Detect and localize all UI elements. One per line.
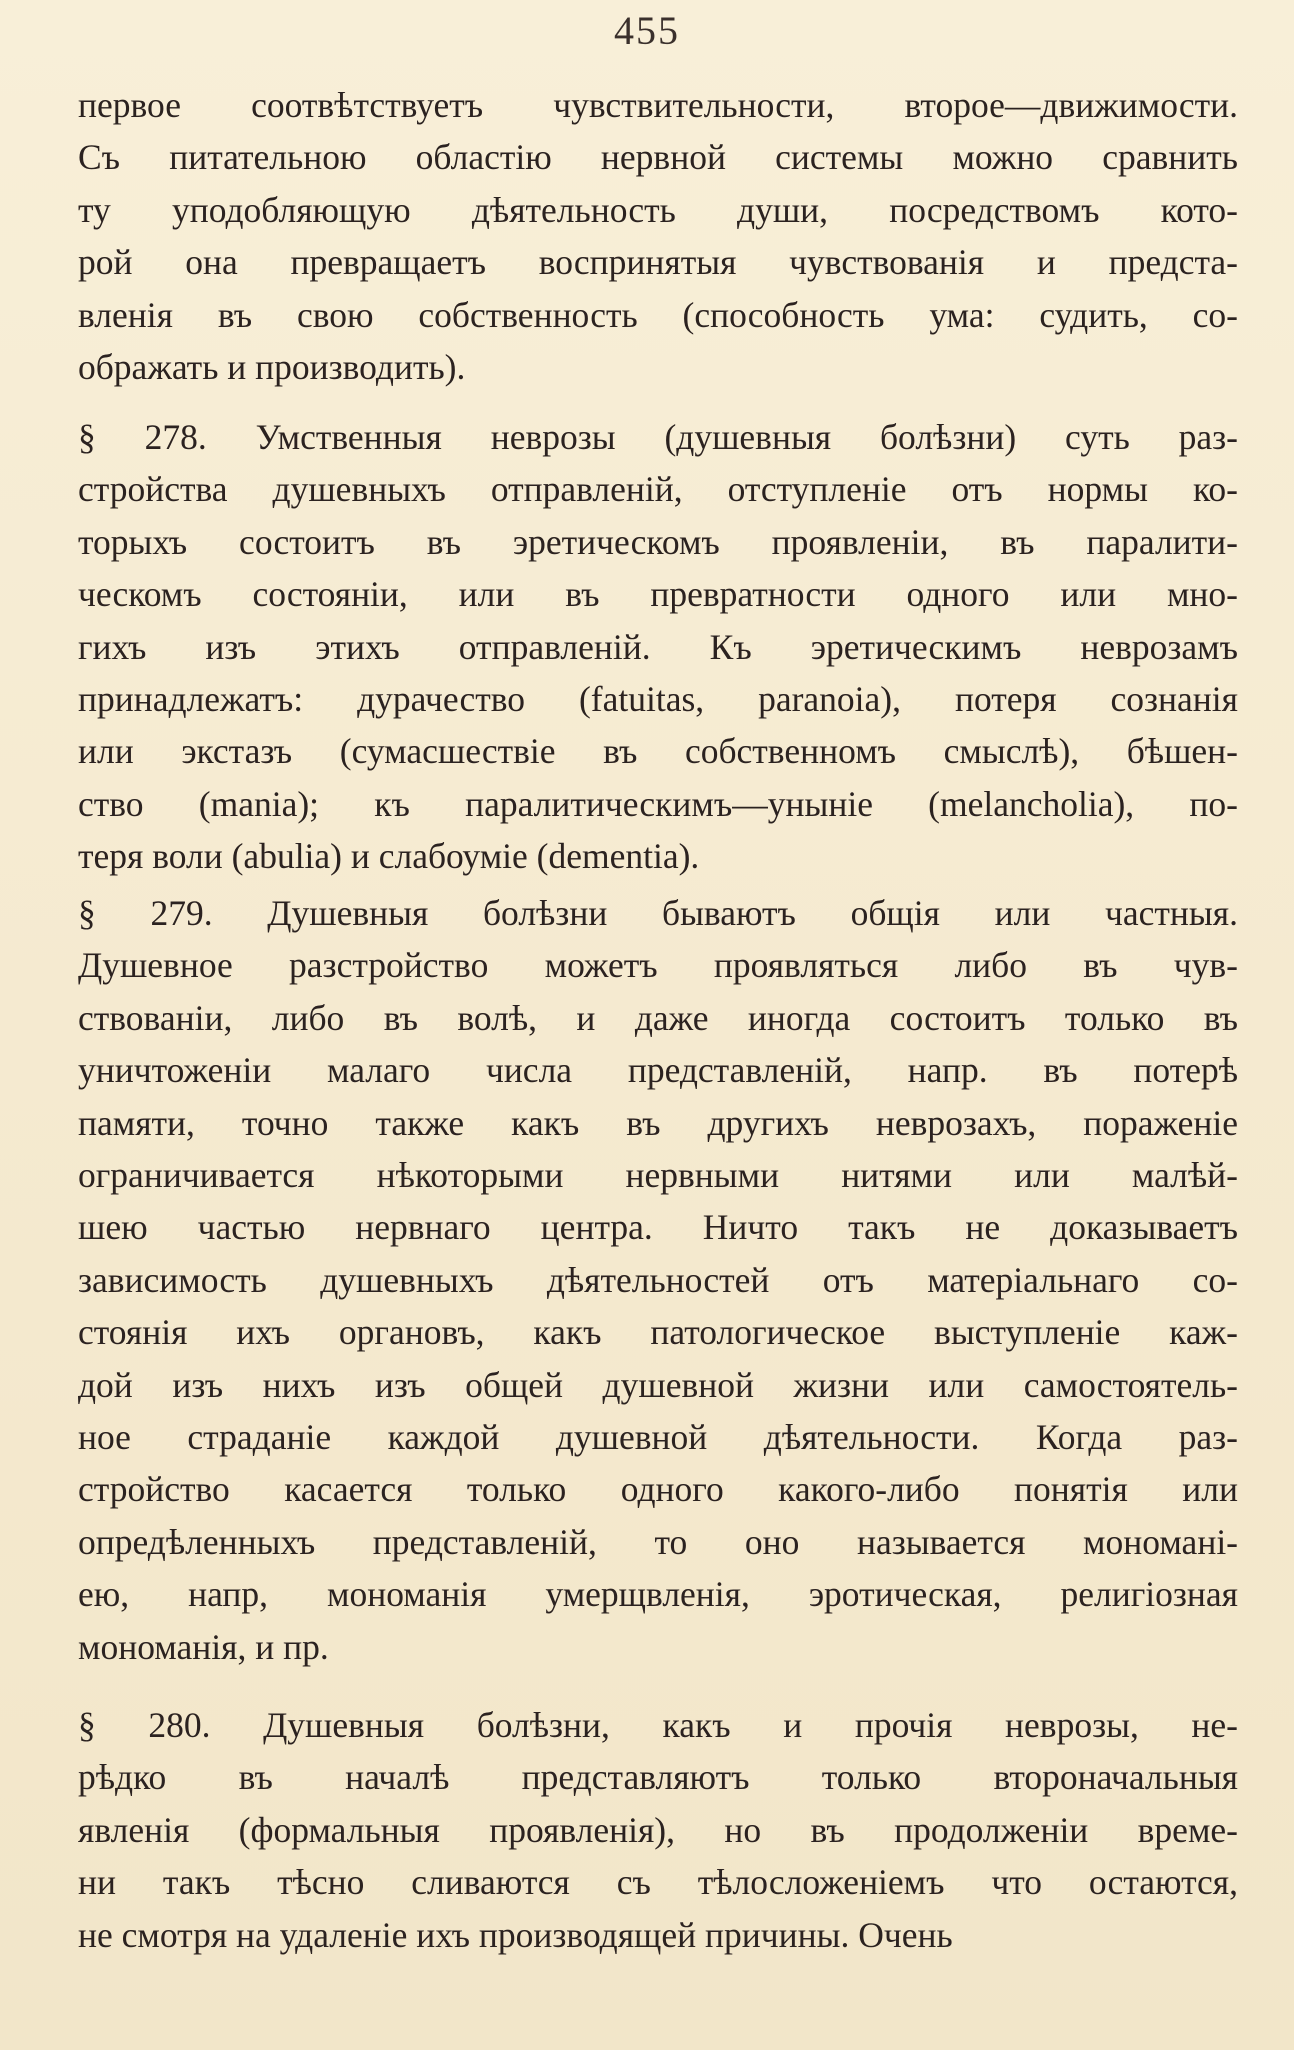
- text-line: Съ питательною областію нервной системы можно сравнить: [78, 137, 1238, 178]
- text-line: стройство касается только одного какого-либо понятія или: [78, 1469, 1238, 1510]
- text-line: § 279. Душевныя болѣзни бываютъ общія или частныя.: [78, 893, 1238, 933]
- text-line: мономанія, и пр.: [78, 1626, 329, 1667]
- text-line: § 280. Душевныя болѣзни, какъ и прочія неврозы, не-: [78, 1705, 1238, 1745]
- text-line: ни такъ тѣсно сливаются съ тѣлосложеніемъ что остаются,: [78, 1862, 1238, 1903]
- paragraph-279: [78, 887, 1238, 1673]
- text-line: принадлежатъ: дурачество (fatuitas, paranoia), потеря сознанія: [78, 679, 1238, 720]
- text-line: гихъ изъ этихъ отправленій. Къ эретическимъ неврозамъ: [78, 626, 1238, 667]
- text-line: теря воли (abulia) и слабоуміе (dementia).: [78, 836, 700, 877]
- text-line: уничтоженіи малаго числа представленій, напр. въ потерѣ: [78, 1050, 1238, 1091]
- text-line: памяти, точно также какъ въ другихъ неврозахъ, пораженіе: [78, 1102, 1238, 1143]
- paragraph-278: [78, 411, 1238, 883]
- text-line: ное страданіе каждой душевной дѣятельности. Когда раз-: [78, 1417, 1238, 1458]
- text-line: торыхъ состоитъ въ эретическомъ проявленіи, въ паралити-: [78, 521, 1238, 562]
- text-line: стоянія ихъ органовъ, какъ патологическое выступленіе каж-: [78, 1312, 1238, 1353]
- text-line: ту уподобляющую дѣятельность души, посредствомъ кото-: [78, 189, 1238, 230]
- text-line: ею, напр, мономанія умерщвленія, эротическая, религіозная: [78, 1574, 1238, 1615]
- text-line: ство (mania); къ паралитическимъ—уныніе (melancholia), по-: [78, 783, 1238, 824]
- text-line: или экстазъ (сумасшествіе въ собственномъ смыслѣ), бѣшен-: [78, 731, 1238, 772]
- text-line: не смотря на удаленіе ихъ производящей причины. Очень: [78, 1914, 953, 1955]
- page-number: 455: [614, 8, 680, 53]
- text-line: дой изъ нихъ изъ общей душевной жизни или самостоятель-: [78, 1364, 1238, 1405]
- text-line: рѣдко въ началѣ представляютъ только второначальныя: [78, 1757, 1238, 1798]
- text-line: Душевное разстройство можетъ проявляться либо въ чув-: [78, 945, 1238, 986]
- text-line: ображать и производить).: [78, 347, 466, 388]
- text-line: рой она превращаетъ воспринятыя чувствованія и предста-: [78, 242, 1238, 283]
- text-line: стройства душевныхъ отправленій, отступленіе отъ нормы ко-: [78, 469, 1238, 510]
- text-line: зависимость душевныхъ дѣятельностей отъ матеріальнаго со-: [78, 1259, 1238, 1300]
- text-line: ограничивается нѣкоторыми нервными нитями или малѣй-: [78, 1155, 1238, 1196]
- text-line: ческомъ состояніи, или въ превратности одного или мно-: [78, 574, 1238, 615]
- paragraph-intro: [78, 79, 1238, 393]
- paragraph-280: [78, 1699, 1238, 1961]
- text-line: опредѣленныхъ представленій, то оно называется мономані-: [78, 1521, 1238, 1562]
- text-line: явленія (формальныя проявленія), но въ продолженіи време-: [78, 1809, 1238, 1850]
- text-line: ствованіи, либо въ волѣ, и даже иногда состоитъ только въ: [78, 997, 1238, 1038]
- text-line: шею частью нервнаго центра. Ничто такъ не доказываетъ: [78, 1207, 1238, 1248]
- text-line: первое соотвѣтствуетъ чувствительности, второе—движимости.: [78, 85, 1238, 125]
- text-line: вленія въ свою собственность (способность ума: судить, со-: [78, 294, 1238, 335]
- text-line: § 278. Умственныя неврозы (душевныя болѣзни) суть раз-: [78, 417, 1238, 457]
